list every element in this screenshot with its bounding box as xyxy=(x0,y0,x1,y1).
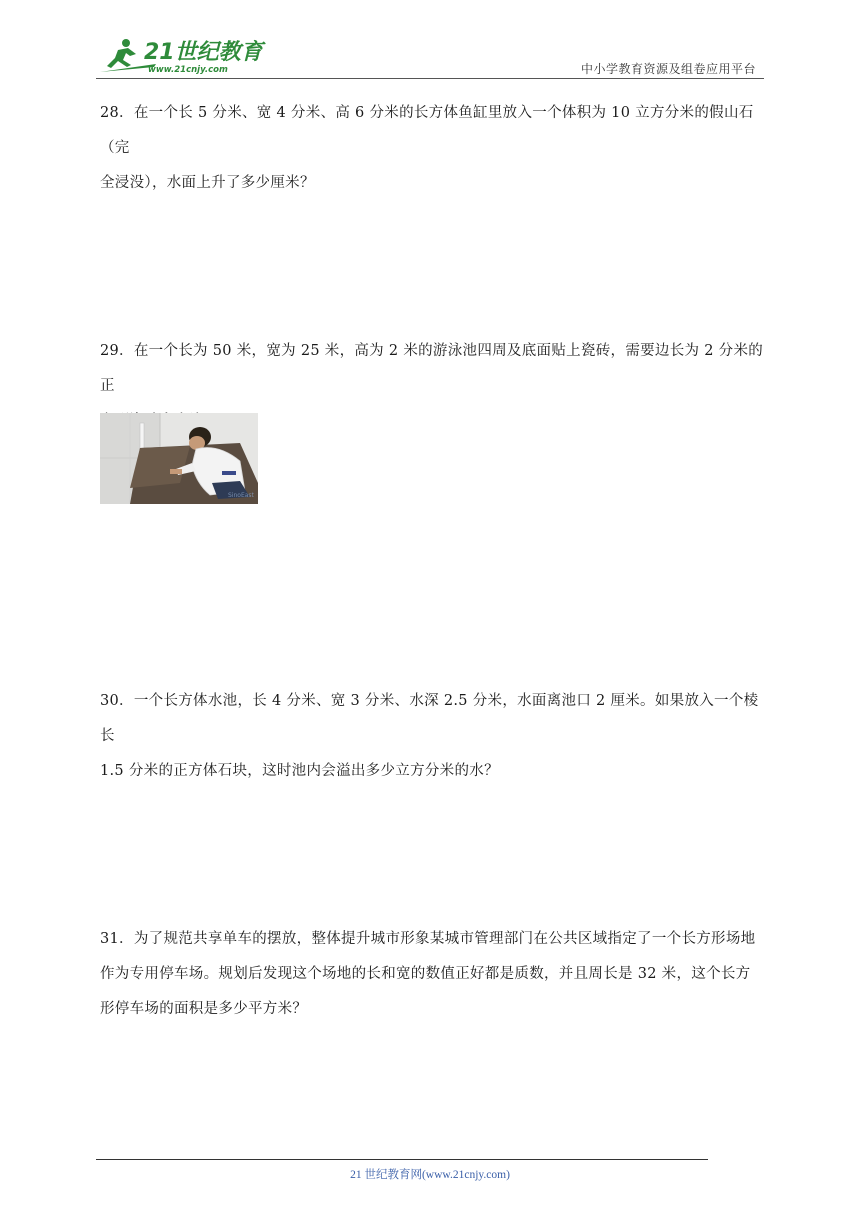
question-line: 30．一个长方体水池，长 4 分米、宽 3 分米、水深 2.5 分米，水面离池口 2 厘米。如果放入一个棱长 xyxy=(100,693,759,744)
logo-text: 21世纪教育 xyxy=(144,40,263,65)
header-divider xyxy=(96,78,764,79)
question-line: 作为专用停车场。规划后发现这个场地的长和宽的数值正好都是质数，并且周长是 32 米，这个长方 xyxy=(100,966,751,982)
question-line: 形停车场的面积是多少平方米？ xyxy=(100,1001,308,1017)
question-line: 28．在一个长 5 分米、宽 4 分米、高 6 分米的长方体鱼缸里放入一个体积为 10 立方分米的假山石（完 xyxy=(100,105,754,156)
logo-graphic xyxy=(96,34,266,76)
question-line: 1.5 分米的正方体石块，这时池内会溢出多少立方分米的水？ xyxy=(100,763,499,779)
question-line: 31．为了规范共享单车的摆放，整体提升城市形象某城市管理部门在公共区域指定了一个长方形场地 xyxy=(100,931,756,947)
platform-label: 中小学教育资源及组卷应用平台 xyxy=(580,62,756,76)
svg-text:SinoEast: SinoEast xyxy=(228,492,254,499)
tiling-worker-photo xyxy=(100,413,258,504)
logo-url: www.21cnjy.com xyxy=(148,65,228,75)
site-logo[interactable] xyxy=(96,34,266,76)
question-30 xyxy=(100,684,766,789)
question-28 xyxy=(100,96,766,201)
footer-link[interactable]: 21 世纪教育网(www.21cnjy.com) xyxy=(350,1169,510,1181)
page-header xyxy=(96,34,764,80)
question-line: 29．在一个长为 50 米，宽为 25 米，高为 2 米的游泳池四周及底面贴上瓷砖，需要边长为 2 分米的正 xyxy=(100,343,764,394)
footer-divider xyxy=(96,1159,708,1160)
question-31 xyxy=(100,922,766,1027)
question-line: 全浸没），水面上升了多少厘米？ xyxy=(100,175,315,191)
